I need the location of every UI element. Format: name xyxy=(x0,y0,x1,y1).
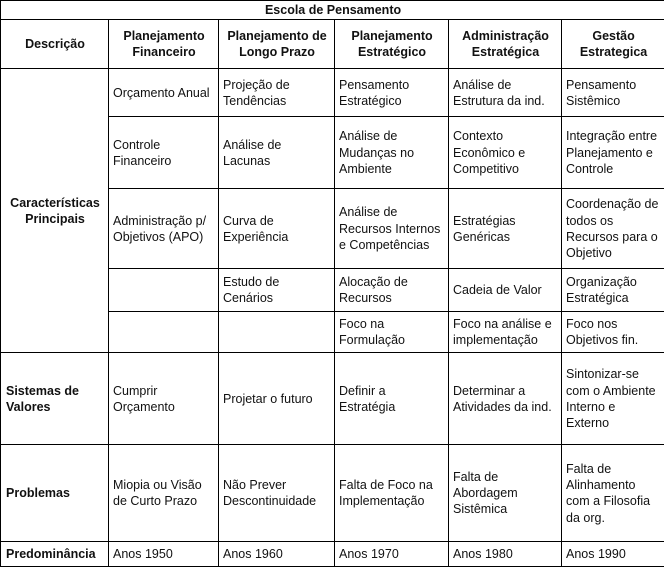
cell-caracteristicas-1-financeiro: Controle Financeiro xyxy=(109,117,219,189)
cell-caracteristicas-4-financeiro xyxy=(109,312,219,353)
cell-caracteristicas-3-financeiro xyxy=(109,269,219,312)
cell-sistemas-financeiro: Cumprir Orçamento xyxy=(109,353,219,445)
cell-caracteristicas-3-administracao: Cadeia de Valor xyxy=(449,269,562,312)
cell-caracteristicas-4-gestao: Foco nos Objetivos fin. xyxy=(562,312,664,353)
section-label-caracteristicas: Características Principais xyxy=(1,69,109,353)
cell-caracteristicas-2-gestao: Coordenação de todos os Recursos para o Objetivo xyxy=(562,189,664,269)
cell-sistemas-gestao: Sintonizar-se com o Ambiente Interno e Externo xyxy=(562,353,664,445)
cell-predominancia-longo-prazo: Anos 1960 xyxy=(219,542,335,567)
cell-problemas-administracao: Falta de Abordagem Sistêmica xyxy=(449,445,562,542)
section-label-predominancia: Predominância xyxy=(1,542,109,567)
cell-caracteristicas-2-longo-prazo: Curva de Experiência xyxy=(219,189,335,269)
section-label-problemas: Problemas xyxy=(1,445,109,542)
cell-predominancia-gestao: Anos 1990 xyxy=(562,542,664,567)
cell-caracteristicas-4-estrategico: Foco na Formulação xyxy=(335,312,449,353)
cell-caracteristicas-0-financeiro: Orçamento Anual xyxy=(109,69,219,117)
column-header-estrategico: Planejamento Estratégico xyxy=(335,20,449,69)
section-label-sistemas-de-valores: Sistemas de Valores xyxy=(1,353,109,445)
cell-sistemas-longo-prazo: Projetar o futuro xyxy=(219,353,335,445)
cell-caracteristicas-3-estrategico: Alocação de Recursos xyxy=(335,269,449,312)
cell-caracteristicas-2-administracao: Estratégias Genéricas xyxy=(449,189,562,269)
cell-predominancia-financeiro: Anos 1950 xyxy=(109,542,219,567)
cell-caracteristicas-0-administracao: Análise de Estrutura da ind. xyxy=(449,69,562,117)
cell-caracteristicas-1-estrategico: Análise de Mudanças no Ambiente xyxy=(335,117,449,189)
cell-caracteristicas-1-longo-prazo: Análise de Lacunas xyxy=(219,117,335,189)
cell-sistemas-administracao: Determinar a Atividades da ind. xyxy=(449,353,562,445)
column-header-gestao: Gestão Estrategica xyxy=(562,20,664,69)
table-title-row xyxy=(1,1,664,20)
table-row xyxy=(1,445,664,542)
cell-caracteristicas-4-administracao: Foco na análise e implementação xyxy=(449,312,562,353)
column-header-administracao: Administração Estratégica xyxy=(449,20,562,69)
cell-caracteristicas-3-longo-prazo: Estudo de Cenários xyxy=(219,269,335,312)
table-title: Escola de Pensamento xyxy=(1,1,664,20)
cell-predominancia-estrategico: Anos 1970 xyxy=(335,542,449,567)
column-header-row xyxy=(1,20,664,69)
cell-caracteristicas-1-administracao: Contexto Econômico e Competitivo xyxy=(449,117,562,189)
table-row xyxy=(1,69,664,117)
column-header-financeiro: Planejamento Financeiro xyxy=(109,20,219,69)
cell-problemas-longo-prazo: Não Prever Descontinuidade xyxy=(219,445,335,542)
cell-caracteristicas-3-gestao: Organização Estratégica xyxy=(562,269,664,312)
cell-predominancia-administracao: Anos 1980 xyxy=(449,542,562,567)
cell-problemas-financeiro: Miopia ou Visão de Curto Prazo xyxy=(109,445,219,542)
cell-problemas-estrategico: Falta de Foco na Implementação xyxy=(335,445,449,542)
corner-label: Descrição xyxy=(1,20,109,69)
column-header-longo-prazo: Planejamento de Longo Prazo xyxy=(219,20,335,69)
cell-sistemas-estrategico: Definir a Estratégia xyxy=(335,353,449,445)
cell-caracteristicas-4-longo-prazo xyxy=(219,312,335,353)
table-row xyxy=(1,542,664,567)
cell-problemas-gestao: Falta de Alinhamento com a Filosofia da org. xyxy=(562,445,664,542)
cell-caracteristicas-1-gestao: Integração entre Planejamento e Controle xyxy=(562,117,664,189)
cell-caracteristicas-2-estrategico: Análise de Recursos Internos e Competências xyxy=(335,189,449,269)
table-row xyxy=(1,353,664,445)
cell-caracteristicas-0-gestao: Pensamento Sistêmico xyxy=(562,69,664,117)
cell-caracteristicas-0-longo-prazo: Projeção de Tendências xyxy=(219,69,335,117)
cell-caracteristicas-0-estrategico: Pensamento Estratégico xyxy=(335,69,449,117)
cell-caracteristicas-2-financeiro: Administração p/ Objetivos (APO) xyxy=(109,189,219,269)
